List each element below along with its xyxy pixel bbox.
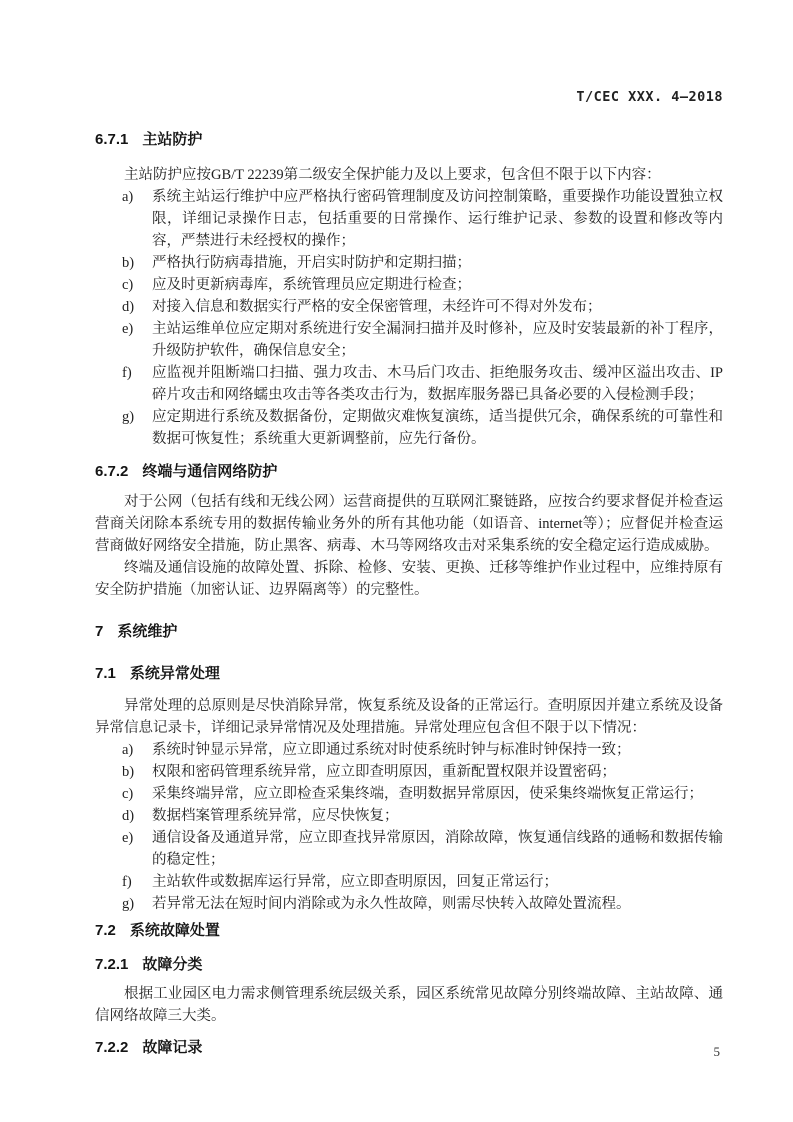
section-number: 7.2 xyxy=(95,922,116,939)
section-number: 7.2.1 xyxy=(95,956,129,973)
document-header xyxy=(95,88,723,106)
list-item-text: 应定期进行系统及数据备份，定期做灾难恢复演练，适当提供冗余，确保系统的可靠性和数据可恢复性；系统重大更新调整前，应先行备份。 xyxy=(152,409,723,447)
list-item-label: a) xyxy=(122,742,134,758)
list-item-label: e) xyxy=(122,321,134,337)
section-number: 7.2.2 xyxy=(95,1039,129,1056)
heading-gap xyxy=(128,1038,142,1058)
section-number: 6.7.2 xyxy=(95,463,129,480)
list-item-text: 权限和密码管理系统异常，应立即查明原因，重新配置权限并设置密码； xyxy=(152,764,616,780)
list-item-text: 系统时钟显示异常，应立即通过系统对时使系统时钟与标准时钟保持一致； xyxy=(152,742,631,758)
section-heading-6-7-1 xyxy=(95,130,723,150)
heading-gap xyxy=(116,921,130,941)
section-7-1-intro: 异常处理的总原则是尽快消除异常，恢复系统及设备的正常运行。查明原因并建立系统及设备异常信息记录卡，详细记录异常情况及处理措施。异常处理应包含但不限于以下情况： xyxy=(95,698,723,736)
list-item-text: 对接入信息和数据实行严格的安全保密管理，未经许可不得对外发布； xyxy=(152,299,602,315)
list-item-text: 通信设备及通道异常，应立即查找异常原因，消除故障，恢复通信线路的通畅和数据传输的稳定性； xyxy=(152,830,723,868)
heading-gap xyxy=(103,622,117,642)
list-item xyxy=(95,761,723,783)
section-heading-7-1 xyxy=(95,664,723,684)
list-item-text: 主站软件或数据库运行异常，应立即查明原因，回复正常运行； xyxy=(152,874,558,890)
list-item-label: c) xyxy=(122,786,134,802)
page-number: 5 xyxy=(713,1044,720,1059)
list-item xyxy=(95,805,723,827)
list-item-label: d) xyxy=(122,808,135,824)
list-item-text: 严格执行防病毒措施，开启实时防护和定期扫描； xyxy=(152,255,471,271)
section-title: 故障记录 xyxy=(142,1039,203,1056)
list-item xyxy=(95,406,723,450)
list-item xyxy=(95,186,723,252)
list-item-label: g) xyxy=(122,409,135,425)
section-heading-7-2 xyxy=(95,921,723,941)
list-item-label: b) xyxy=(122,764,135,780)
section-6-7-1-intro: 主站防护应按GB/T 22239第二级安全保护能力及以上要求，包含但不限于以下内容： xyxy=(124,167,661,183)
section-title: 终端与通信网络防护 xyxy=(142,463,278,480)
list-item-text: 系统主站运行维护中应严格执行密码管理制度及访问控制策略，重要操作功能设置独立权限，详细记录操作日志，包括重要的日常操作、运行维护记录、参数的设置和修改等内容，严禁进行未经授权的操作； xyxy=(152,189,723,249)
section-title: 主站防护 xyxy=(142,131,203,148)
list-item xyxy=(95,783,723,805)
section-number: 7.1 xyxy=(95,665,116,682)
section-heading-7 xyxy=(95,622,723,642)
list-item xyxy=(95,362,723,406)
list-item-label: e) xyxy=(122,830,134,846)
list-item-label: b) xyxy=(122,255,135,271)
list-item-label: f) xyxy=(122,874,132,890)
section-6-7-2-paragraph: 对于公网（包括有线和无线公网）运营商提供的互联网汇聚链路，应按合约要求督促并检查运营商关闭除本系统专用的数据传输业务外的所有其他功能（如语音、internet等）；应督促并检查运营商做好网络安全措施，防止黑客、病毒、木马等网络攻击对采集系统的安全稳定运行造成威胁。 xyxy=(95,494,723,554)
list-item xyxy=(95,274,723,296)
list-item xyxy=(95,296,723,318)
section-title: 系统维护 xyxy=(117,623,178,640)
heading-gap xyxy=(128,462,142,482)
list-item-label: f) xyxy=(122,365,132,381)
list-item xyxy=(95,893,723,915)
section-heading-7-2-1 xyxy=(95,955,723,975)
section-heading-7-2-2 xyxy=(95,1038,723,1058)
section-title: 系统故障处置 xyxy=(129,922,220,939)
list-item-text: 采集终端异常，应立即检查采集终端，查明数据异常原因，使采集终端恢复正常运行； xyxy=(152,786,703,802)
section-7-1-list xyxy=(95,739,723,915)
list-item-label: d) xyxy=(122,299,135,315)
heading-gap xyxy=(128,955,142,975)
list-item-text: 若异常无法在短时间内消除或为永久性故障，则需尽快转入故障处置流程。 xyxy=(152,896,631,912)
section-number: 6.7.1 xyxy=(95,131,129,148)
section-6-7-1-list xyxy=(95,186,723,450)
list-item xyxy=(95,827,723,871)
list-item-text: 应及时更新病毒库，系统管理员应定期进行检查； xyxy=(152,277,471,293)
doc-code: T/CEC XXX. 4—2018 xyxy=(576,89,723,105)
section-heading-6-7-2 xyxy=(95,462,723,482)
heading-gap xyxy=(116,664,130,684)
list-item-text: 应监视并阻断端口扫描、强力攻击、木马后门攻击、拒绝服务攻击、缓冲区溢出攻击、IP 碎片攻击和网络蠕虫攻击等各类攻击行为，数据库服务器已具备必要的入侵检测手段； xyxy=(152,365,723,403)
list-item-text: 主站运维单位应定期对系统进行安全漏洞扫描并及时修补，应及时安装最新的补丁程序，升级防护软件，确保信息安全； xyxy=(152,321,723,359)
list-item xyxy=(95,739,723,761)
section-7-2-1-paragraph: 根据工业园区电力需求侧管理系统层级关系，园区系统常见故障分别终端故障、主站故障、通信网络故障三大类。 xyxy=(95,986,723,1024)
list-item-label: g) xyxy=(122,896,135,912)
heading-gap xyxy=(128,130,142,150)
list-item xyxy=(95,318,723,362)
list-item-text: 数据档案管理系统异常，应尽快恢复； xyxy=(152,808,399,824)
list-item xyxy=(95,252,723,274)
list-item-label: c) xyxy=(122,277,134,293)
list-item-label: a) xyxy=(122,189,134,205)
section-6-7-2-paragraph: 终端及通信设施的故障处置、拆除、检修、安装、更换、迁移等维护作业过程中，应维持原有安全防护措施（加密认证、边界隔离等）的完整性。 xyxy=(95,560,723,598)
section-title: 系统异常处理 xyxy=(129,665,220,682)
list-item xyxy=(95,871,723,893)
section-number: 7 xyxy=(95,623,104,640)
section-title: 故障分类 xyxy=(142,956,203,973)
